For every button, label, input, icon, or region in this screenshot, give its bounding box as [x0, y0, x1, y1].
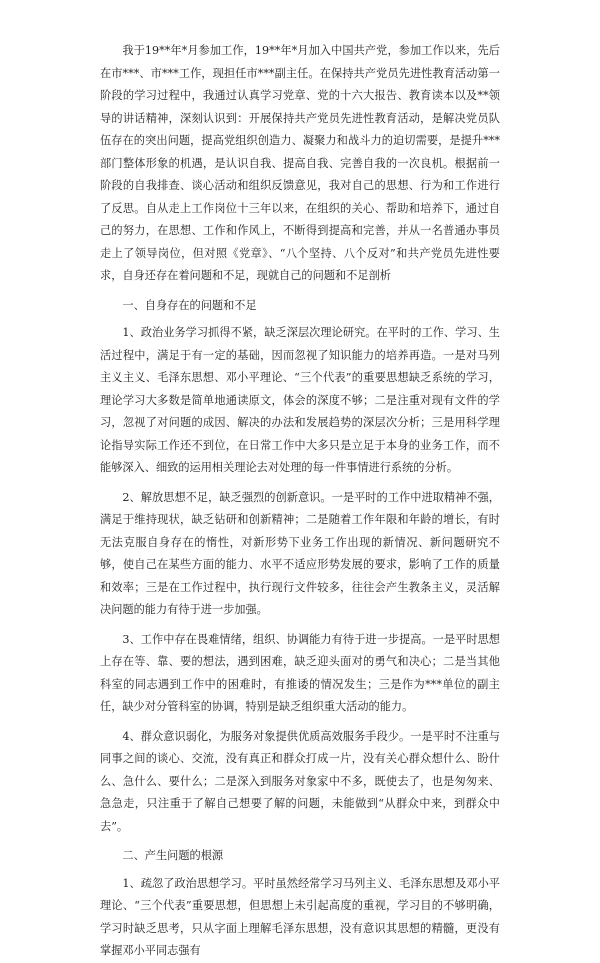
problem-paragraph-1: 1、政治业务学习抓得不紧，缺乏深层次理论研究。在平时的工作、学习、生活过程中，满足于有一定的基础，因而忽视了知识能力的培养再造。一是对马列主义主义、毛泽东思想、邓小平理论、“三个代表”的重要思想缺乏系统的学习，理论学习大多数是简单地通读原文，体会的深度不够；二是注重对现有文件的学习，忽视了对问题的成因、解决的办法和发展趋势的深层次分析；三是用科学理论指导实际工作还不到位，在日常工作中大多只是立足于本身的业务工作，而不能够深入、细致的运用相关理论去对处理的每一件事情进行系统的分析。 [100, 326, 500, 474]
intro-paragraph: 我于19**年*月参加工作，19**年*月加入中国共产党，参加工作以来，先后在市***、市***工作，现担任市***副主任。在保持共产党员先进性教育活动第一阶段的学习过程中，我通过认真学习党章、党的十六大报告、教育读本以及**领导的讲话精神，深刻认识到：开展保持共产党员先进性教育活动，是解决党员队伍存在的突出问题，提高党组织创造力、凝聚力和战斗力的迫切需要，是提升***部门整体形象的机遇，是认识自我、提高自我、完善自我的一次良机。根据前一阶段的自我排查、谈心活动和组织反馈意见，我对自己的思想、行为和工作进行了反思。自从走上工作岗位十三年以来，在组织的关心、帮助和培养下，通过自己的努力，在思想、工作和作风上，不断得到提高和完善，并从一名普通办事员走上了领导岗位，但对照《党章》、“八个坚持、八个反对”和共产党员先进性要求，自身还存在着问题和不足，现就自己的问题和不足剖析 [100, 44, 500, 282]
document-body [100, 40, 500, 963]
section-heading-root-causes: 二、产生问题的根源 [122, 849, 224, 862]
root-cause-paragraph-1: 1、疏忽了政治思想学习。平时虽然经常学习马列主义、毛泽东思想及邓小平理论、“三个代表”重要思想，但思想上未引起高度的重视，学习目的不够明确，学习时缺乏思考，只从字面上理解毛泽东思想，没有意识其思想的精髓，更没有掌握邓小平同志强有 [100, 876, 500, 957]
problem-paragraph-2: 2、解放思想不足，缺乏强烈的创新意识。一是平时的工作中进取精神不强，满足于维持现状，缺乏钻研和创新精神；二是随着工作年限和年龄的增长，有时无法克服自身存在的惰性，对新形势下业务工作出现的新情况、新问题研究不够，使自己在某些方面的能力、水平不适应形势发展的要求，影响了工作的质量和效率；三是在工作过程中，执行现行文件较多，往往会产生教条主义，灵活解决问题的能力有待于进一步加强。 [100, 490, 500, 616]
section-heading-problems: 一、自身存在的问题和不足 [122, 298, 257, 312]
problem-paragraph-4: 4、群众意识弱化，为服务对象提供优质高效服务手段少。一是平时不注重与同事之间的谈心、交流，没有真正和群众打成一片，没有关心群众想什么、盼什么、急什么、要什么；二是深入到服务对象家中不多，既使去了，也是匆匆来、急急走，只注重于了解自己想要了解的问题，未能做到“从群众中来，到群众中去”。 [100, 729, 500, 833]
problem-paragraph-3: 3、工作中存在畏难情绪，组织、协调能力有待于进一步提高。一是平时思想上存在等、靠、要的想法，遇到困难，缺乏迎头面对的勇气和决心；二是当其他科室的同志遇到工作中的困难时，有推诿的情况发生；三是作为***单位的副主任，缺少对分管科室的协调，特别是缺乏组织重大活动的能力。 [100, 632, 500, 713]
